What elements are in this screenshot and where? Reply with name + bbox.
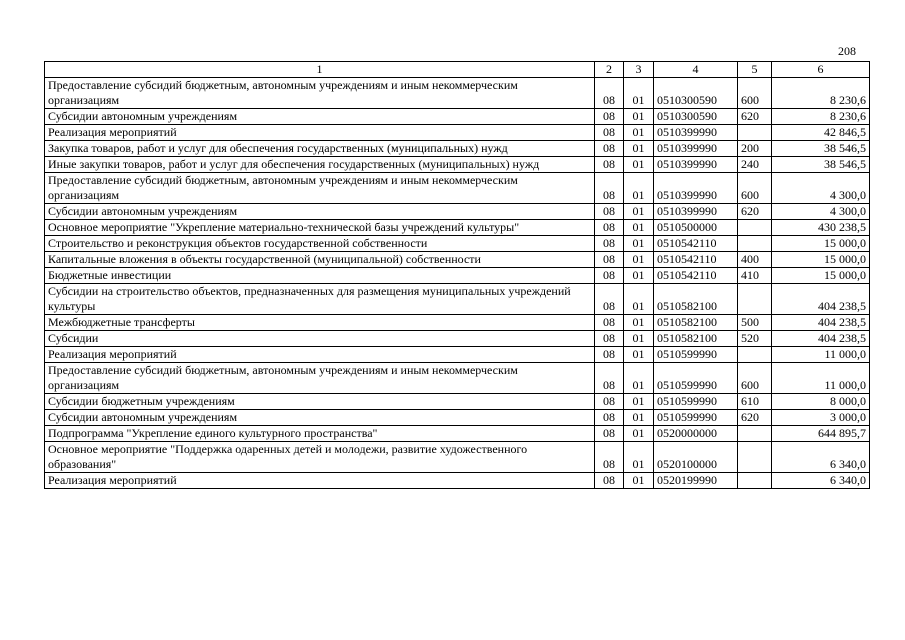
- expenditure-name-cell: Реализация мероприятий: [45, 347, 595, 363]
- amount-cell: 15 000,0: [772, 236, 870, 252]
- expenditure-name-cell: Субсидии на строительство объектов, предназначенных для размещения муниципальных учреждений культуры: [45, 284, 595, 315]
- expenditure-name-cell: Реализация мероприятий: [45, 473, 595, 489]
- amount-cell: 38 546,5: [772, 157, 870, 173]
- table-row: [45, 284, 870, 315]
- subsection-code-cell: 01: [624, 473, 654, 489]
- expenditure-name-cell: Основное мероприятие "Поддержка одаренных детей и молодежи, развитие художественного образования": [45, 442, 595, 473]
- column-header-6: 6: [772, 62, 870, 78]
- section-code-cell: 08: [595, 220, 624, 236]
- amount-cell: 3 000,0: [772, 410, 870, 426]
- expenditure-name-cell: Предоставление субсидий бюджетным, автономным учреждениям и иным некоммерческим организациям: [45, 363, 595, 394]
- target-article-code-cell: 0510599990: [654, 394, 738, 410]
- column-header-1: 1: [45, 62, 595, 78]
- table-row: [45, 331, 870, 347]
- target-article-code-cell: 0510300590: [654, 109, 738, 125]
- expense-type-code-cell: 240: [738, 157, 772, 173]
- column-header-4: 4: [654, 62, 738, 78]
- table-row: [45, 252, 870, 268]
- column-header-5: 5: [738, 62, 772, 78]
- section-code-cell: 08: [595, 157, 624, 173]
- column-header-3: 3: [624, 62, 654, 78]
- expenditure-name-cell: Предоставление субсидий бюджетным, автономным учреждениям и иным некоммерческим организациям: [45, 78, 595, 109]
- expense-type-code-cell: 620: [738, 204, 772, 220]
- target-article-code-cell: 0510582100: [654, 331, 738, 347]
- subsection-code-cell: 01: [624, 442, 654, 473]
- subsection-code-cell: 01: [624, 315, 654, 331]
- expense-type-code-cell: [738, 426, 772, 442]
- table-row: [45, 442, 870, 473]
- expense-type-code-cell: 400: [738, 252, 772, 268]
- section-code-cell: 08: [595, 125, 624, 141]
- amount-cell: 430 238,5: [772, 220, 870, 236]
- budget-table: [44, 61, 870, 489]
- target-article-code-cell: 0510582100: [654, 284, 738, 315]
- target-article-code-cell: 0510542110: [654, 252, 738, 268]
- target-article-code-cell: 0510542110: [654, 268, 738, 284]
- expenditure-name-cell: Закупка товаров, работ и услуг для обеспечения государственных (муниципальных) нужд: [45, 141, 595, 157]
- subsection-code-cell: 01: [624, 125, 654, 141]
- subsection-code-cell: 01: [624, 268, 654, 284]
- expense-type-code-cell: 620: [738, 410, 772, 426]
- expenditure-name-cell: Иные закупки товаров, работ и услуг для обеспечения государственных (муниципальных) нужд: [45, 157, 595, 173]
- expense-type-code-cell: 610: [738, 394, 772, 410]
- expenditure-name-cell: Субсидии автономным учреждениям: [45, 410, 595, 426]
- expense-type-code-cell: 200: [738, 141, 772, 157]
- section-code-cell: 08: [595, 473, 624, 489]
- amount-cell: 404 238,5: [772, 331, 870, 347]
- expense-type-code-cell: [738, 473, 772, 489]
- subsection-code-cell: 01: [624, 252, 654, 268]
- target-article-code-cell: 0510599990: [654, 347, 738, 363]
- section-code-cell: 08: [595, 204, 624, 220]
- expense-type-code-cell: [738, 442, 772, 473]
- target-article-code-cell: 0510599990: [654, 363, 738, 394]
- table-row: [45, 426, 870, 442]
- amount-cell: 11 000,0: [772, 347, 870, 363]
- expense-type-code-cell: 500: [738, 315, 772, 331]
- section-code-cell: 08: [595, 236, 624, 252]
- target-article-code-cell: 0510582100: [654, 315, 738, 331]
- table-row: [45, 410, 870, 426]
- page-number: 208: [838, 44, 856, 58]
- expenditure-name-cell: Межбюджетные трансферты: [45, 315, 595, 331]
- amount-cell: 644 895,7: [772, 426, 870, 442]
- expenditure-name-cell: Бюджетные инвестиции: [45, 268, 595, 284]
- amount-cell: 8 000,0: [772, 394, 870, 410]
- target-article-code-cell: 0520100000: [654, 442, 738, 473]
- subsection-code-cell: 01: [624, 331, 654, 347]
- target-article-code-cell: 0510500000: [654, 220, 738, 236]
- target-article-code-cell: 0510399990: [654, 157, 738, 173]
- target-article-code-cell: 0510599990: [654, 410, 738, 426]
- subsection-code-cell: 01: [624, 109, 654, 125]
- target-article-code-cell: 0510399990: [654, 204, 738, 220]
- table-row: [45, 220, 870, 236]
- section-code-cell: 08: [595, 394, 624, 410]
- expense-type-code-cell: [738, 236, 772, 252]
- expense-type-code-cell: [738, 220, 772, 236]
- section-code-cell: 08: [595, 426, 624, 442]
- expenditure-name-cell: Субсидии автономным учреждениям: [45, 109, 595, 125]
- subsection-code-cell: 01: [624, 220, 654, 236]
- expense-type-code-cell: 520: [738, 331, 772, 347]
- target-article-code-cell: 0510542110: [654, 236, 738, 252]
- subsection-code-cell: 01: [624, 347, 654, 363]
- amount-cell: 4 300,0: [772, 204, 870, 220]
- subsection-code-cell: 01: [624, 78, 654, 109]
- expenditure-name-cell: Реализация мероприятий: [45, 125, 595, 141]
- subsection-code-cell: 01: [624, 426, 654, 442]
- target-article-code-cell: 0520199990: [654, 473, 738, 489]
- expense-type-code-cell: [738, 125, 772, 141]
- target-article-code-cell: 0510399990: [654, 141, 738, 157]
- table-row: [45, 78, 870, 109]
- table-row: [45, 109, 870, 125]
- table-row: [45, 173, 870, 204]
- section-code-cell: 08: [595, 347, 624, 363]
- subsection-code-cell: 01: [624, 410, 654, 426]
- expense-type-code-cell: [738, 284, 772, 315]
- amount-cell: 15 000,0: [772, 252, 870, 268]
- expenditure-name-cell: Предоставление субсидий бюджетным, автономным учреждениям и иным некоммерческим организациям: [45, 173, 595, 204]
- expense-type-code-cell: 410: [738, 268, 772, 284]
- subsection-code-cell: 01: [624, 236, 654, 252]
- expenditure-name-cell: Строительство и реконструкция объектов государственной собственности: [45, 236, 595, 252]
- amount-cell: 8 230,6: [772, 78, 870, 109]
- expenditure-name-cell: Основное мероприятие "Укрепление материально-технической базы учреждений культуры": [45, 220, 595, 236]
- amount-cell: 6 340,0: [772, 473, 870, 489]
- expense-type-code-cell: [738, 347, 772, 363]
- section-code-cell: 08: [595, 331, 624, 347]
- section-code-cell: 08: [595, 268, 624, 284]
- table-row: [45, 204, 870, 220]
- amount-cell: 11 000,0: [772, 363, 870, 394]
- amount-cell: 404 238,5: [772, 315, 870, 331]
- table-row: [45, 315, 870, 331]
- column-header-2: 2: [595, 62, 624, 78]
- table-row: [45, 268, 870, 284]
- amount-cell: 42 846,5: [772, 125, 870, 141]
- expense-type-code-cell: 620: [738, 109, 772, 125]
- table-row: [45, 347, 870, 363]
- subsection-code-cell: 01: [624, 173, 654, 204]
- section-code-cell: 08: [595, 252, 624, 268]
- amount-cell: 404 238,5: [772, 284, 870, 315]
- expense-type-code-cell: 600: [738, 363, 772, 394]
- amount-cell: 4 300,0: [772, 173, 870, 204]
- table-row: [45, 394, 870, 410]
- section-code-cell: 08: [595, 442, 624, 473]
- subsection-code-cell: 01: [624, 204, 654, 220]
- target-article-code-cell: 0510300590: [654, 78, 738, 109]
- subsection-code-cell: 01: [624, 157, 654, 173]
- amount-cell: 38 546,5: [772, 141, 870, 157]
- table-row: [45, 363, 870, 394]
- section-code-cell: 08: [595, 315, 624, 331]
- expenditure-name-cell: Подпрограмма "Укрепление единого культурного пространства": [45, 426, 595, 442]
- section-code-cell: 08: [595, 141, 624, 157]
- table-row: [45, 125, 870, 141]
- section-code-cell: 08: [595, 363, 624, 394]
- subsection-code-cell: 01: [624, 141, 654, 157]
- subsection-code-cell: 01: [624, 363, 654, 394]
- table-row: [45, 236, 870, 252]
- amount-cell: 15 000,0: [772, 268, 870, 284]
- column-number-row: [45, 62, 870, 78]
- subsection-code-cell: 01: [624, 284, 654, 315]
- table-row: [45, 473, 870, 489]
- expenditure-name-cell: Субсидии бюджетным учреждениям: [45, 394, 595, 410]
- expense-type-code-cell: 600: [738, 78, 772, 109]
- section-code-cell: 08: [595, 109, 624, 125]
- amount-cell: 6 340,0: [772, 442, 870, 473]
- subsection-code-cell: 01: [624, 394, 654, 410]
- expenditure-name-cell: Субсидии автономным учреждениям: [45, 204, 595, 220]
- expenditure-name-cell: Капитальные вложения в объекты государственной (муниципальной) собственности: [45, 252, 595, 268]
- section-code-cell: 08: [595, 410, 624, 426]
- amount-cell: 8 230,6: [772, 109, 870, 125]
- target-article-code-cell: 0510399990: [654, 173, 738, 204]
- section-code-cell: 08: [595, 173, 624, 204]
- expense-type-code-cell: 600: [738, 173, 772, 204]
- expenditure-name-cell: Субсидии: [45, 331, 595, 347]
- table-row: [45, 141, 870, 157]
- target-article-code-cell: 0510399990: [654, 125, 738, 141]
- section-code-cell: 08: [595, 284, 624, 315]
- target-article-code-cell: 0520000000: [654, 426, 738, 442]
- section-code-cell: 08: [595, 78, 624, 109]
- table-row: [45, 157, 870, 173]
- table-body: [45, 78, 870, 489]
